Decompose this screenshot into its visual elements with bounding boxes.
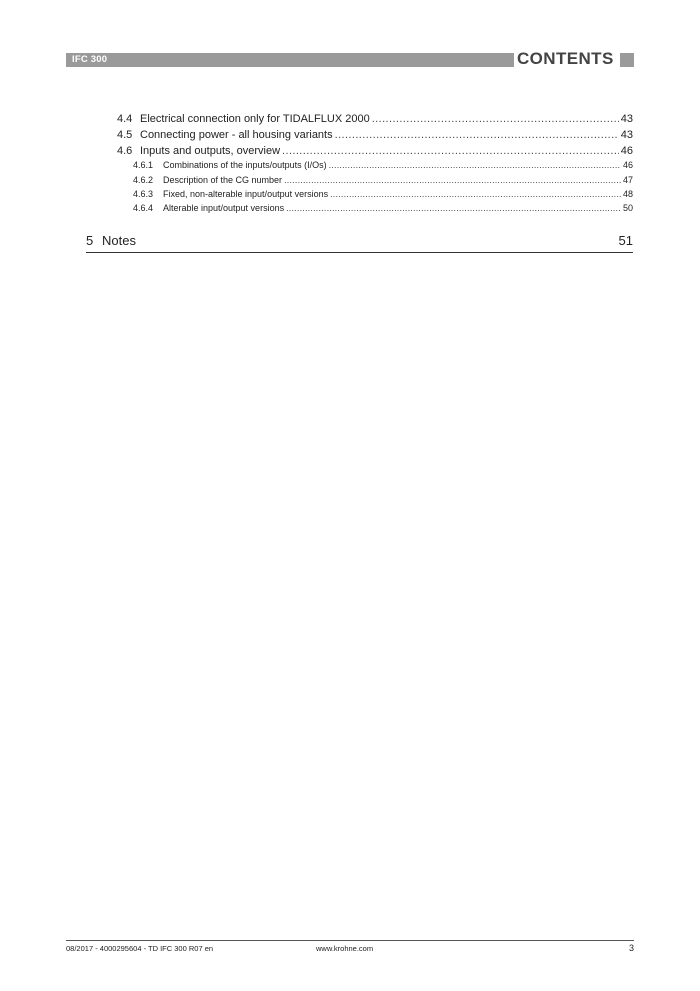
- toc-entry-number: 4.6.3: [133, 189, 154, 199]
- toc-entry-page: 48: [622, 189, 633, 199]
- toc-entry-4-6-4[interactable]: [133, 203, 633, 213]
- toc-entry-page: 46: [620, 145, 633, 157]
- toc-leader-dots: [335, 129, 619, 141]
- toc-entry-number: 4.6.1: [133, 160, 154, 170]
- header-bar: [66, 53, 514, 67]
- toc-entry-number: 4.6.2: [133, 175, 154, 185]
- toc-entry-page: 43: [620, 113, 633, 125]
- page-header: [66, 49, 634, 68]
- toc-entry-number: 4.5: [117, 129, 133, 141]
- product-name: IFC 300: [72, 54, 108, 65]
- toc-entry-page: 50: [622, 203, 633, 213]
- website-link[interactable]: www.krohne.com: [316, 944, 374, 953]
- toc-leader-dots: [372, 113, 619, 125]
- toc-entry-title: Inputs and outputs, overview: [140, 145, 281, 157]
- toc-leader-dots: [282, 145, 619, 157]
- document-reference: 08/2017 - 4000295604 - TD IFC 300 R07 en: [66, 944, 214, 953]
- toc-entry-4-6[interactable]: [117, 145, 633, 157]
- toc-entry-title: Description of the CG number: [163, 175, 283, 185]
- toc-entry-title: Alterable input/output versions: [163, 203, 285, 213]
- toc-entry-title: Connecting power - all housing variants: [140, 129, 333, 141]
- header-square: [620, 53, 634, 67]
- toc-entry-page: 47: [622, 175, 633, 185]
- page-number: 3: [628, 943, 634, 953]
- toc-entry-number: 4.6: [117, 145, 133, 157]
- toc-leader-dots: [286, 203, 621, 213]
- toc-chapter-5[interactable]: [86, 232, 633, 253]
- toc-entry-title: Fixed, non-alterable input/output versions: [163, 189, 329, 199]
- toc-entry-number: 4.6.4: [133, 203, 154, 213]
- section-title: CONTENTS: [517, 49, 614, 68]
- chapter-page: 51: [618, 233, 633, 248]
- page-footer: [66, 940, 634, 955]
- toc-leader-dots: [329, 160, 621, 170]
- toc-entry-page: 46: [622, 160, 633, 170]
- toc-entry-title: Electrical connection only for TIDALFLUX 2000: [140, 113, 370, 125]
- toc-entry-title: Combinations of the inputs/outputs (I/Os): [163, 160, 327, 170]
- toc-entry-number: 4.4: [117, 113, 133, 125]
- toc-entry-4-5[interactable]: [117, 129, 633, 141]
- toc-entry-4-6-1[interactable]: [133, 160, 633, 170]
- toc-entry-4-4[interactable]: [117, 113, 633, 125]
- chapter-number: 5: [86, 233, 94, 248]
- toc-leader-dots: [330, 189, 621, 199]
- toc-leader-dots: [284, 175, 621, 185]
- toc-entry-page: 43: [620, 129, 633, 141]
- toc-entry-4-6-3[interactable]: [133, 189, 633, 199]
- toc-entry-4-6-2[interactable]: [133, 175, 633, 185]
- chapter-title: Notes: [102, 233, 136, 248]
